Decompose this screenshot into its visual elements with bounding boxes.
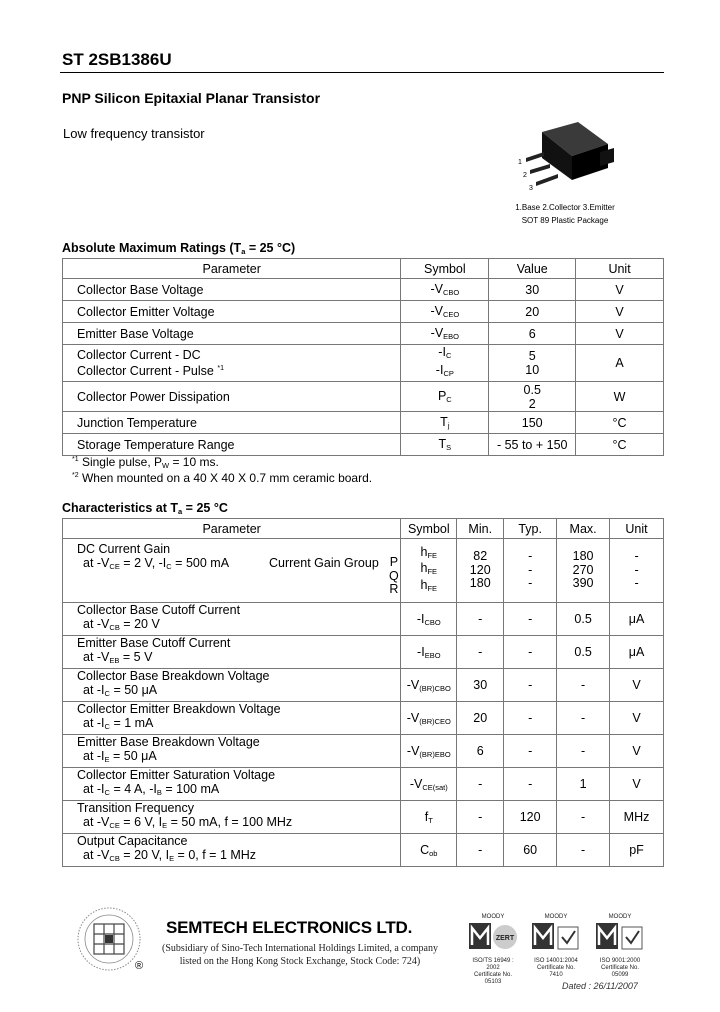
abs-max-heading: Absolute Maximum Ratings ($T_a = 25$ °C) (62, 241, 296, 256)
table-row: Collector Emitter Saturation Voltage at $-I_C = 4$ A, $-I_B = 100$ mA $-V_{CE(sat)}$ - - 1 V (63, 768, 664, 801)
gain-group-letters: P Q R (389, 555, 399, 596)
company-name: SEMTECH ELECTRONICS LTD. (166, 918, 413, 937)
table-row: Output Capacitance at $-V_{CB} = 20$ V, $I_E = 0$, f = 1 MHz $C_{ob}$ - 60 - pF (63, 834, 664, 867)
table-row: Storage Temperature Range $T_S$ - 55 to + 150 °C (63, 434, 664, 456)
pin-1-label: 1 (518, 159, 522, 166)
column-header: Max. (557, 519, 610, 539)
company-subsidiary-note: (Subsidiary of Sino-Tech International Holdings Limited, a company listed on the Hong Kong Stock Exchange, Stock Code: 724) (162, 943, 438, 967)
package-pin-caption: 1.Base 2.Collector 3.Emitter (515, 203, 615, 212)
table-row: Collector Base Cutoff Current at $-V_{CB} = 20$ V $-I_{CBO}$ - - 0.5 μA (63, 603, 664, 636)
column-header: Typ. (504, 519, 557, 539)
certificate-iso-14001: MOODY ISO 14001:2004 Certificate No. 7410 (530, 914, 582, 979)
characteristics-table (62, 518, 664, 867)
moody-cert-logo (530, 921, 582, 955)
registered-mark: ® (135, 960, 144, 972)
column-header: Unit (576, 259, 664, 279)
package-body (542, 122, 614, 180)
table-row: Collector Base Voltage $-V_{CBO}$ 30 V (63, 279, 664, 301)
table-row: Transition Frequency at $-V_{CE} = 6$ V, $I_E = 50$ mA, f = 100 MHz $f_T$ - 120 - MHz (63, 801, 664, 834)
table-row: Junction Temperature $T_j$ 150 °C (63, 412, 664, 434)
column-header: Min. (457, 519, 504, 539)
sot89-package-illustration (512, 118, 622, 200)
pin-3-label: 3 (529, 185, 533, 192)
abs-max-table (62, 258, 664, 456)
table-row: DC Current Gain at $-V_{CE} = 2$ V, $-I_C = 500$ mA Current Gain Group P Q R $h_{FE}$ $h_{FE}$ $h_{FE}$ 82 120 180 - - - 180 270 390 - - - (63, 539, 664, 603)
table-row: Emitter Base Cutoff Current at $-V_{EB} = 5$ V $-I_{EBO}$ - - 0.5 μA (63, 636, 664, 669)
moody-cert-logo (467, 921, 519, 955)
table-row: Collector Emitter Breakdown Voltage at $-I_C = 1$ mA $-V_{(BR)CEO}$ 20 - - V (63, 702, 664, 735)
table-row: Collector Power Dissipation $P_C$ 0.5 2 W (63, 382, 664, 412)
column-header: Unit (610, 519, 664, 539)
certificate-iso-ts16949: MOODY ZERT ISO/TS 16949 : 2002 Certificate No. 05103 (467, 914, 519, 986)
table-row: Emitter Base Breakdown Voltage at $-I_E = 50$ μA $-V_{(BR)EBO}$ 6 - - V (63, 735, 664, 768)
description: Low frequency transistor (63, 126, 205, 141)
semtech-logo-seal (76, 906, 142, 972)
footnote-2: $^{*2}$ When mounted on a 40 X 40 X 0.7 mm ceramic board. (72, 471, 373, 485)
gain-group-label: Current Gain Group (269, 556, 379, 570)
table-header-row (63, 259, 664, 279)
table-row: Collector Current - DC Collector Current - Pulse $^{*1}$ $-I_C$ $-I_{CP}$ 5 10 A (63, 345, 664, 382)
document-title: ST 2SB1386U (62, 50, 172, 69)
title-rule (60, 72, 664, 73)
table-row: Collector Emitter Voltage $-V_{CEO}$ 20 V (63, 301, 664, 323)
column-header: Symbol (401, 519, 457, 539)
certificate-iso-9001: MOODY ISO 9001:2000 Certificate No. 05099 (594, 914, 646, 979)
pin-2-label: 2 (523, 172, 527, 179)
zert-badge: ZERT (495, 935, 515, 942)
characteristics-heading: Characteristics at $T_a = 25$ °C (62, 501, 228, 516)
table-row: Collector Base Breakdown Voltage at $-I_C = 50$ μA $-V_{(BR)CBO}$ 30 - - V (63, 669, 664, 702)
document-date: Dated : 26/11/2007 (562, 981, 638, 991)
column-header: Parameter (63, 259, 401, 279)
column-header: Value (489, 259, 576, 279)
table-header-row (63, 519, 664, 539)
footnote-1: $^{*1}$ Single pulse, $P_W = 10$ ms. (72, 455, 219, 470)
subtitle: PNP Silicon Epitaxial Planar Transistor (62, 90, 321, 106)
column-header: Symbol (401, 259, 489, 279)
moody-cert-logo (594, 921, 646, 955)
column-header: Parameter (63, 519, 401, 539)
package-type-caption: SOT 89 Plastic Package (521, 216, 609, 225)
table-row: Emitter Base Voltage $-V_{EBO}$ 6 V (63, 323, 664, 345)
